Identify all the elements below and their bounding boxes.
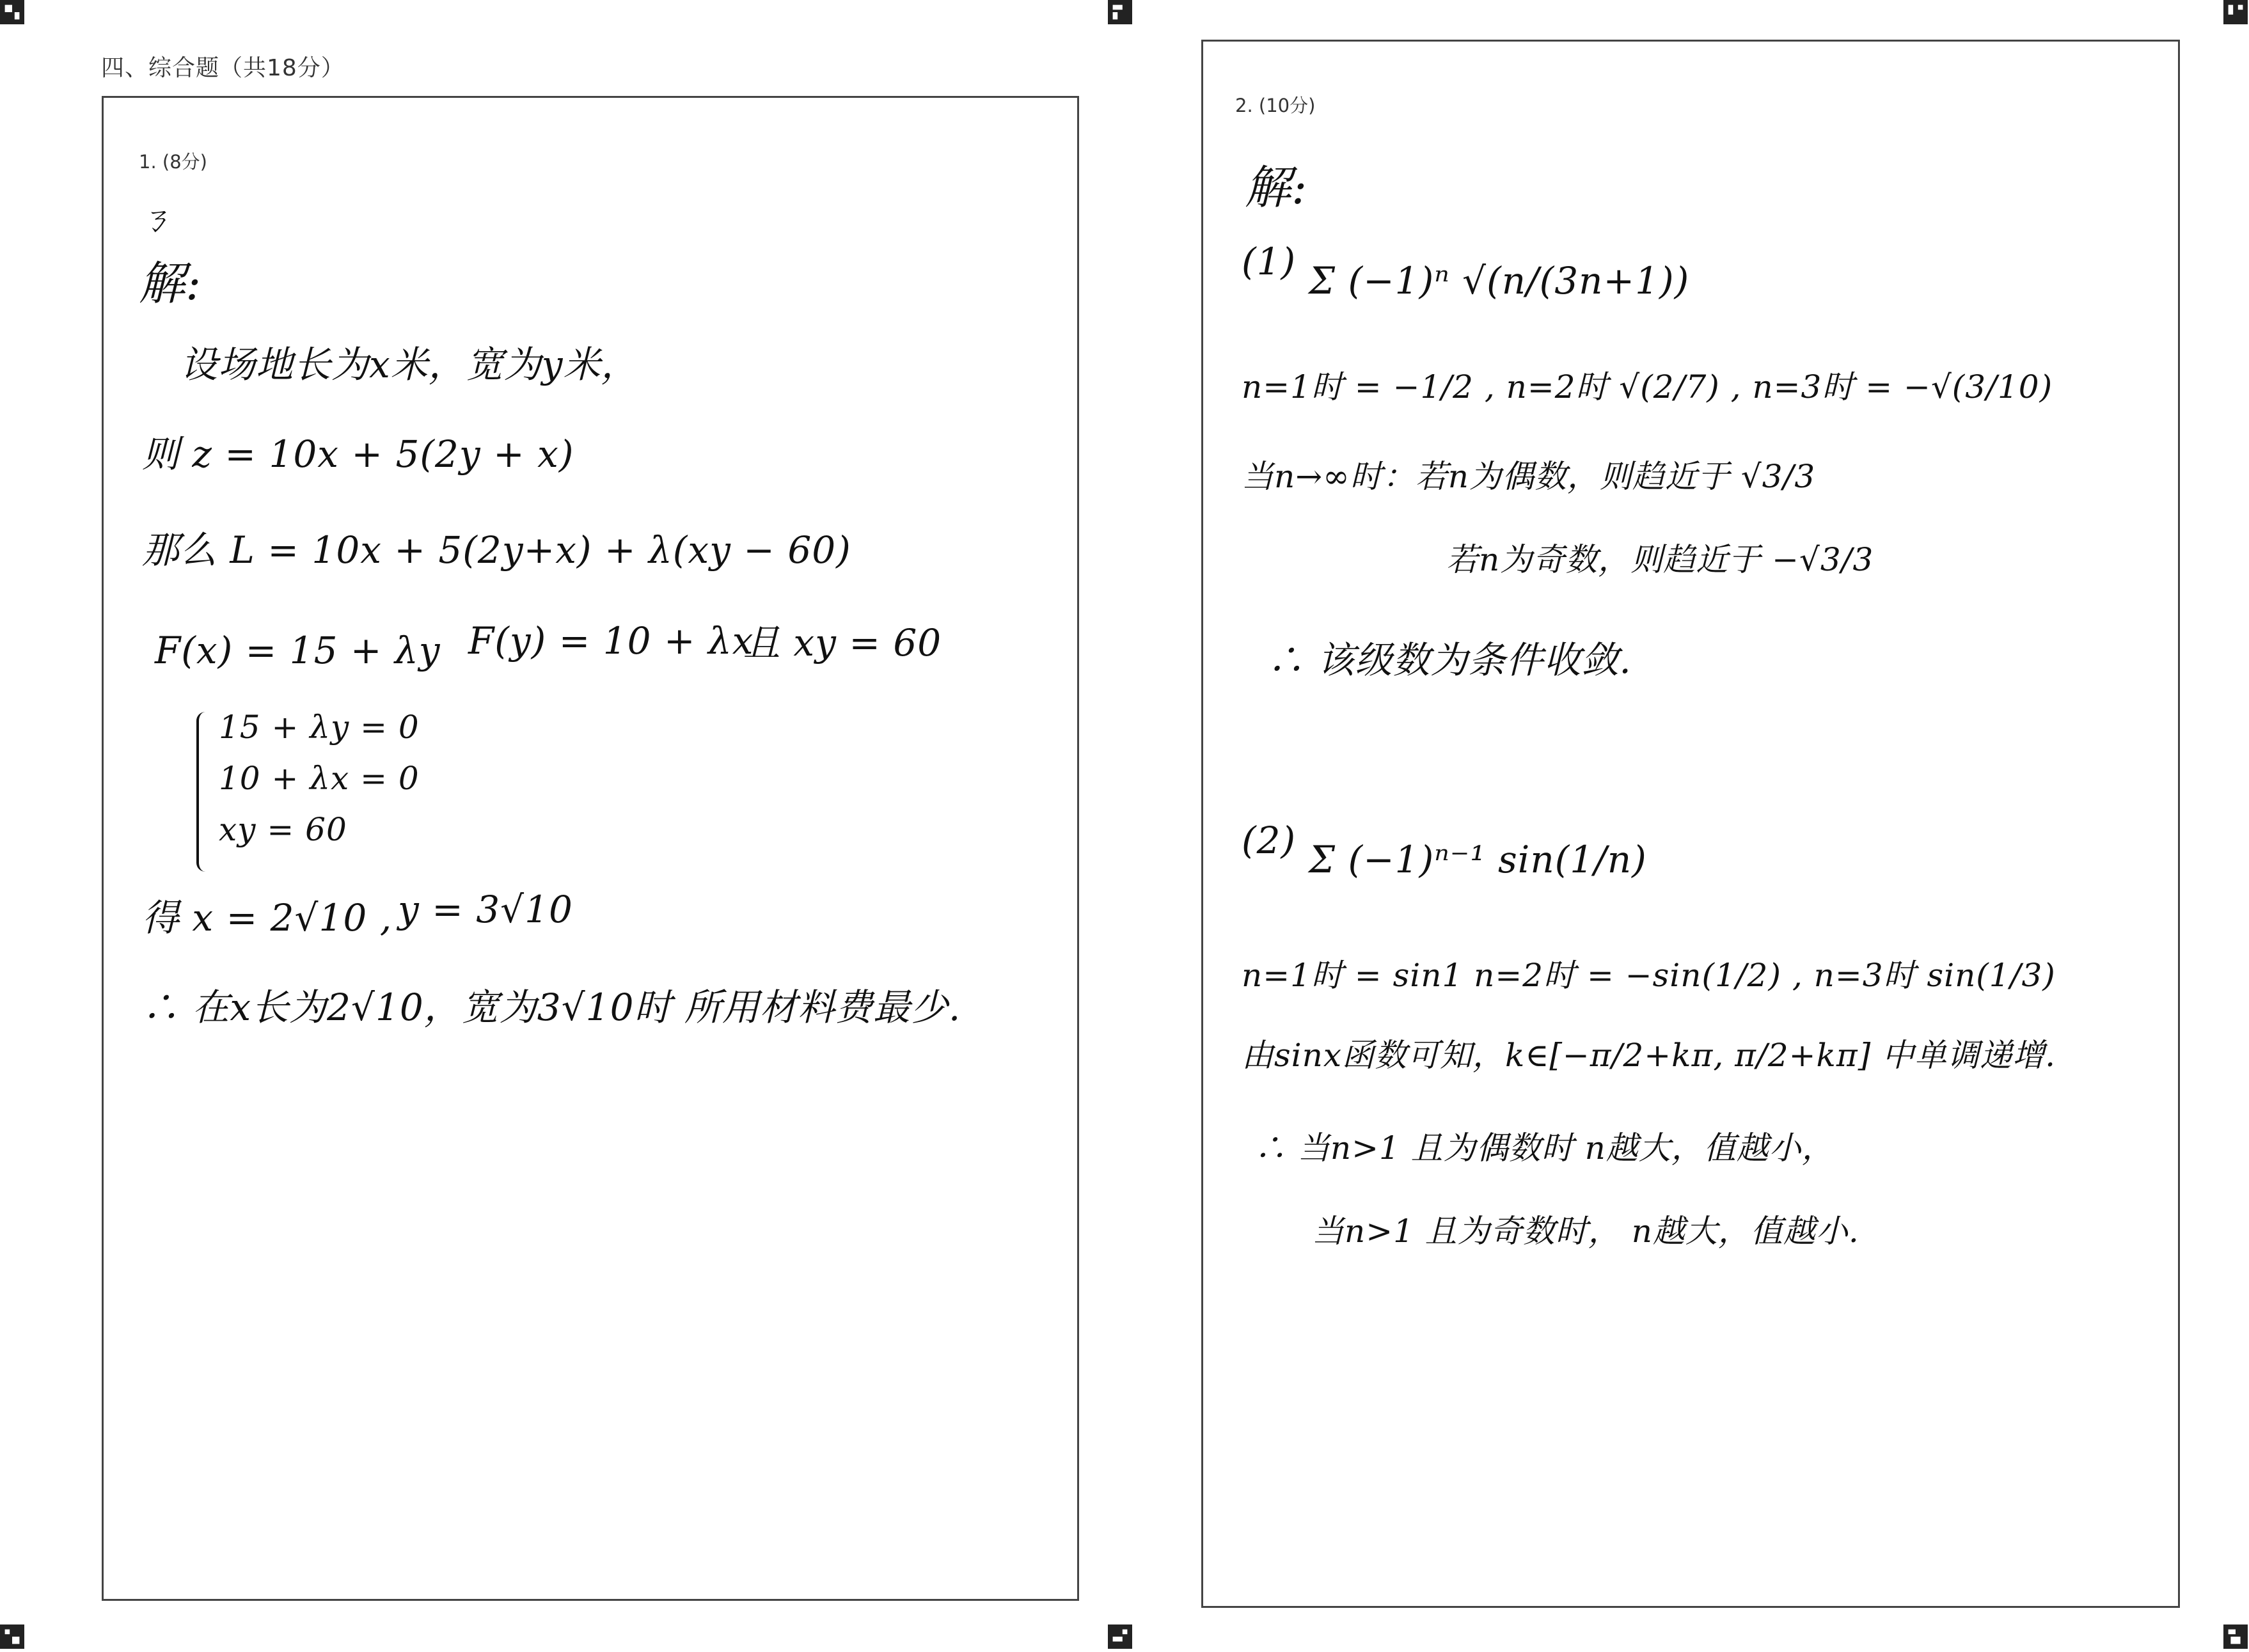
handwritten-line: 若n为奇数，则趋近于 −√3/3	[1446, 541, 1874, 578]
handwritten-part-label: (2)	[1242, 819, 1297, 862]
question-1-label: 1. (8分)	[139, 151, 207, 173]
handwritten-line: F(y) = 10 + λx	[468, 619, 754, 663]
scan-marker-bottom-center	[1108, 1624, 1132, 1649]
handwritten-line: y = 3√10	[398, 888, 573, 931]
scan-marker-bottom-right	[2223, 1624, 2248, 1649]
handwritten-conclusion: ∴ 该级数为条件收敛.	[1267, 638, 1632, 682]
answer-box-question-1	[102, 96, 1079, 1601]
handwritten-line: 得 x = 2√10 ,	[142, 896, 393, 940]
handwritten-mark: ㄋ	[139, 201, 171, 238]
handwritten-solution-heading: 解:	[139, 256, 202, 310]
handwritten-line: n=1时 = sin1 n=2时 = −sin(1/2) , n=3时 sin(1/3)	[1242, 957, 2056, 994]
handwritten-line: 则 z = 10x + 5(2y + x)	[142, 432, 574, 476]
scan-marker-bottom-left	[0, 1624, 24, 1649]
handwritten-line: 当n→∞时：若n为偶数，则趋近于 √3/3	[1242, 458, 1816, 495]
handwritten-series: Σ (−1)ⁿ⁻¹ sin(1/n)	[1309, 838, 1647, 881]
handwritten-conclusion: ∴ 在x长为2√10，宽为3√10时 所用材料费最少.	[142, 986, 961, 1029]
section-title: 四、综合题（共18分）	[101, 55, 345, 81]
handwritten-line: ∴ 当n>1 且为偶数时 n越大，值越小，	[1254, 1129, 1835, 1167]
handwritten-line: 设场地长为x米，宽为y米，	[180, 343, 639, 386]
handwritten-line: 那么 L = 10x + 5(2y+x) + λ(xy − 60)	[142, 528, 851, 572]
equation-system-brace	[196, 712, 213, 872]
handwritten-equation: xy = 60	[219, 811, 347, 848]
question-2-label: 2. (10分)	[1235, 95, 1316, 116]
handwritten-part-label: (1)	[1242, 240, 1297, 283]
handwritten-equation: 10 + λx = 0	[219, 760, 420, 797]
handwritten-series: Σ (−1)ⁿ √(n/(3n+1))	[1309, 259, 1690, 303]
handwritten-line: 且 xy = 60	[743, 621, 942, 665]
handwritten-line: n=1时 = −1/2 , n=2时 √(2/7) , n=3时 = −√(3/10)	[1242, 368, 2053, 405]
answer-box-question-2	[1201, 40, 2180, 1608]
handwritten-line: F(x) = 15 + λy	[155, 629, 441, 672]
handwritten-equation: 15 + λy = 0	[219, 709, 420, 746]
scan-marker-top-right	[2223, 0, 2248, 24]
handwritten-solution-heading: 解:	[1245, 161, 1308, 214]
handwritten-line: 当n>1 且为奇数时， n越大，值越小.	[1312, 1213, 1859, 1250]
handwritten-line: 由sinx函数可知，k∈[−π/2+kπ, π/2+kπ] 中单调递增.	[1242, 1037, 2056, 1074]
scan-marker-top-left	[0, 0, 24, 24]
scan-marker-top-center	[1108, 0, 1132, 24]
